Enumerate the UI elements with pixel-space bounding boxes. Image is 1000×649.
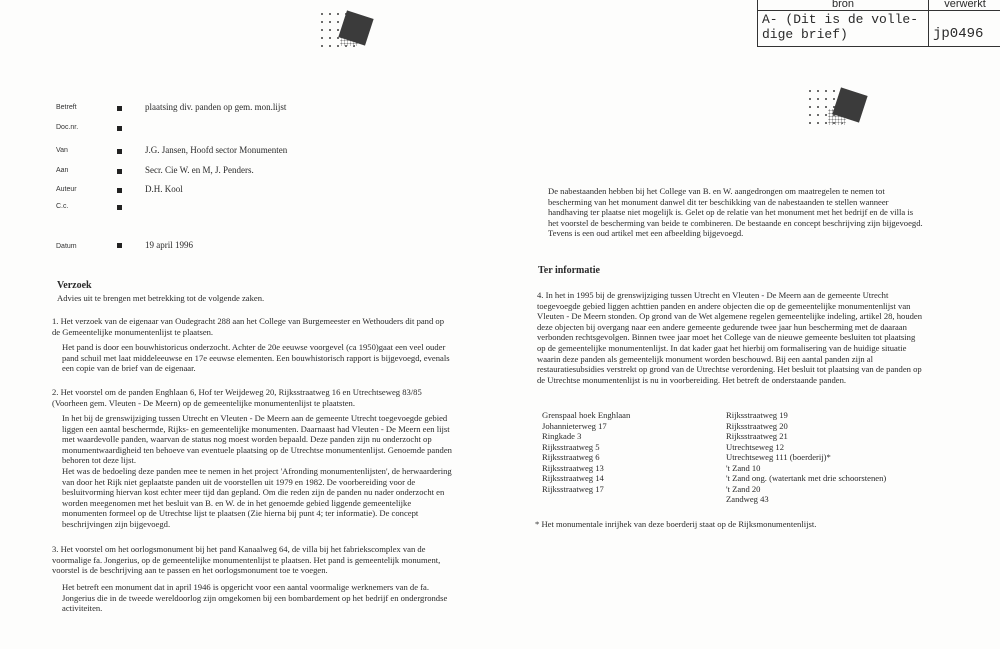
item-1-text: 1. Het verzoek van de eigenaar van Oudegracht 288 aan het College van Burgemeester en Wethouders dit pand op de Gemeentelijke monumentenlijst te plaatsen. bbox=[52, 316, 445, 337]
municipality-logo-icon bbox=[318, 8, 378, 58]
docnr-label: Doc.nr. bbox=[56, 124, 79, 131]
form-source-text: A- (Dit is de volle- dige brief) bbox=[762, 12, 919, 42]
archive-form bbox=[757, 0, 1000, 47]
list-item: Rijksstraatweg 14 bbox=[542, 473, 604, 483]
info-heading: Ter informatie bbox=[538, 265, 600, 276]
bullet-icon bbox=[117, 126, 122, 131]
list-item: Utrechtseweg 111 (boerderij)* bbox=[726, 452, 831, 462]
item-3-detail: Het betreft een monument dat in april 1946 is opgericht voor een aantal voormalige werknemers van de fa. Jongerius die in de tweede wereldoorlog zijn omgekomen bij een bombardement op het bedrijf en ondergrondse activiteiten. bbox=[62, 582, 448, 614]
aan-label: Aan bbox=[56, 167, 69, 174]
datum-value: 19 april 1996 bbox=[145, 240, 193, 250]
datum-label: Datum bbox=[56, 243, 77, 250]
bullet-icon bbox=[117, 106, 122, 111]
bullet-icon bbox=[117, 149, 122, 154]
betreft-label: Betreft bbox=[56, 104, 77, 111]
item-2-detail-2: Het was de bedoeling deze panden mee te nemen in het project 'Afronding monumentenlijsten', de herwaardering van door het Rijk niet geplaatste panden uit de voorstellen uit 1979 en 1982. De voorbereiding voor de besluitvorming hiervan kost echter meer tijd dan gepland. Om die reden zijn de panden nu nader onderzocht en worden meegenomen met het besluit van B. en W. de in het genoemde gebied liggende gemeentelijke monumenten formeel op de Utrechtse lijst te plaatsen (Zie hierna bij punt 4; ter informatie). De concept beschrijvingen zijn bijgevoegd. bbox=[62, 466, 452, 529]
intro-text: Advies uit te brengen met betrekking tot de volgende zaken. bbox=[57, 293, 265, 303]
list-item: 't Zand 10 bbox=[726, 462, 761, 473]
auteur-value: D.H. Kool bbox=[145, 184, 183, 194]
van-value: J.G. Jansen, Hoofd sector Monumenten bbox=[145, 145, 288, 155]
bullet-icon bbox=[117, 188, 122, 193]
continued-text: De nabestaanden hebben bij het College van B. en W. aangedrongen om maatregelen te nemen tot bescherming van het monument danwel dit ter beschikking van de nabestaanden te stellen wanneer handhaving ter plaatse niet mogelijk is. Gelet op de relatie van het monument met het bedrijf en de villa is het voorstel de bescherming van beide te combineren. De bestaande en concept beschrijving zijn bijgevoegd. Tevens is een oud artikel met een afbeelding bijgevoegd. bbox=[548, 186, 923, 239]
list-item: Utrechtseweg 12 bbox=[726, 441, 784, 452]
monument-list-right bbox=[726, 410, 886, 505]
municipality-logo-icon bbox=[806, 85, 866, 135]
betreft-value: plaatsing div. panden op gem. mon.lijst bbox=[145, 102, 287, 112]
item-2-detail: In het bij de grenswijziging tussen Utrecht en Vleuten - De Meern aan de gemeente Utrecht toegevoegde gebied liggen een aantal beschermde, Rijks- en gemeentelijke monumenten. Daarnaast had Vleuten - De Meern een lijst met waardevolle panden, waarvan de status nog moest worden bepaald. Deze panden zijn nu onderzocht op monumentwaardigheid ten behoeve van eventuele plaatsing op de Utrechtse monumentenlijst. Genoemde panden behoren tot deze lijst. bbox=[62, 413, 452, 466]
list-item: Rijksstraatweg 5 bbox=[542, 441, 600, 452]
list-item: Ringkade 3 bbox=[542, 431, 582, 441]
list-item: 't Zand 20 bbox=[726, 483, 761, 494]
footnote: * Het monumentale inrijhek van deze boerderij staat op de Rijksmonumentenlijst. bbox=[535, 519, 817, 529]
form-col-source: bron bbox=[831, 0, 855, 10]
list-item: Rijksstraatweg 6 bbox=[542, 452, 600, 462]
bullet-icon bbox=[117, 169, 122, 174]
list-item: Rijksstraatweg 19 bbox=[726, 410, 788, 420]
list-item: Rijksstraatweg 17 bbox=[542, 483, 604, 494]
item-1-detail: Het pand is door een bouwhistoricus onderzocht. Achter de 20e eeuwse voorgevel (ca 1950)gaat een veel ouder pand schuil met laat middeleeuwse en 17e eeuwse elementen. Een bouwhistorisch rapport is bijgevoegd, evenals een copie van de brief van de eigenaar. bbox=[62, 342, 450, 374]
auteur-label: Auteur bbox=[56, 186, 77, 193]
item-2-text: 2. Het voorstel om de panden Enghlaan 6, Hof ter Weijdeweg 20, Rijksstraatweg 16 en Utrechtseweg 83/85 (Voorheen gem. Vleuten - De Meern) op de gemeentelijke monumentenlijst te plaatsten. bbox=[52, 387, 422, 408]
cc-label: C.c. bbox=[56, 203, 69, 210]
section-heading: Verzoek bbox=[57, 280, 92, 291]
list-item: Rijksstraatweg 13 bbox=[542, 462, 604, 473]
bullet-icon bbox=[117, 205, 122, 210]
aan-value: Secr. Cie W. en M, J. Penders. bbox=[145, 165, 254, 175]
item-4-text: 4. In het in 1995 bij de grenswijziging tussen Utrecht en Vleuten - De Meern aan de gemeente Utrecht toegevoegde gebied liggen achttien panden en andere objecten die op de gemeentelijke monumentenlijst van Vleuten - De Meern stonden. Op grond van de Wet algemene regelen gemeentelijke indeling, artikel 28, houden deze objecten bij overgang naar een andere gemeente gedurende twee jaar hun bescherming met de daaraan verbonden rechtsgevolgen. Binnen twee jaar moet het College van de nieuwe gemeente besluiten tot plaatsing op de gemeentelijke monumentenlijst. In dat kader gaat het hierbij om formalisering van de huidige situatie waarin deze panden als gemeentelijk monument worden beschouwd. Bij een aantal panden zijn al restauratiesubsidies verstrekt op grond van de Utrechtse verordening. Het besluit tot plaatsing van de panden op de Utrechtse monumentenlijst is nu in voorbereiding. Het betreft de onderstaande panden. bbox=[537, 290, 923, 385]
list-item: Grenspaal hoek Enghlaan bbox=[542, 410, 631, 420]
monument-list-left bbox=[542, 410, 630, 494]
bullet-icon bbox=[117, 243, 122, 248]
list-item: Rijksstraatweg 21 bbox=[726, 431, 788, 441]
list-item: 't Zand ong. (watertank met drie schoorstenen) bbox=[726, 473, 887, 483]
form-col-processed: verwerkt bbox=[944, 0, 986, 10]
list-item: Johannieterweg 17 bbox=[542, 420, 607, 431]
list-item: Rijksstraatweg 20 bbox=[726, 420, 788, 431]
van-label: Van bbox=[56, 147, 68, 154]
form-processed-code: jp0496 bbox=[933, 26, 984, 42]
item-3-text: 3. Het voorstel om het oorlogsmonument bij het pand Kanaalweg 64, de villa bij het fabriekscomplex van de voormalige fa. Jongerius, op de gemeentelijke monumentenlijst te plaatsen. Het pand is gemeentelijk monument, voorstel is de beschrijving aan te passen en het oorlogsmonument toe te voegen. bbox=[52, 544, 441, 576]
list-item: Zandweg 43 bbox=[726, 494, 769, 504]
